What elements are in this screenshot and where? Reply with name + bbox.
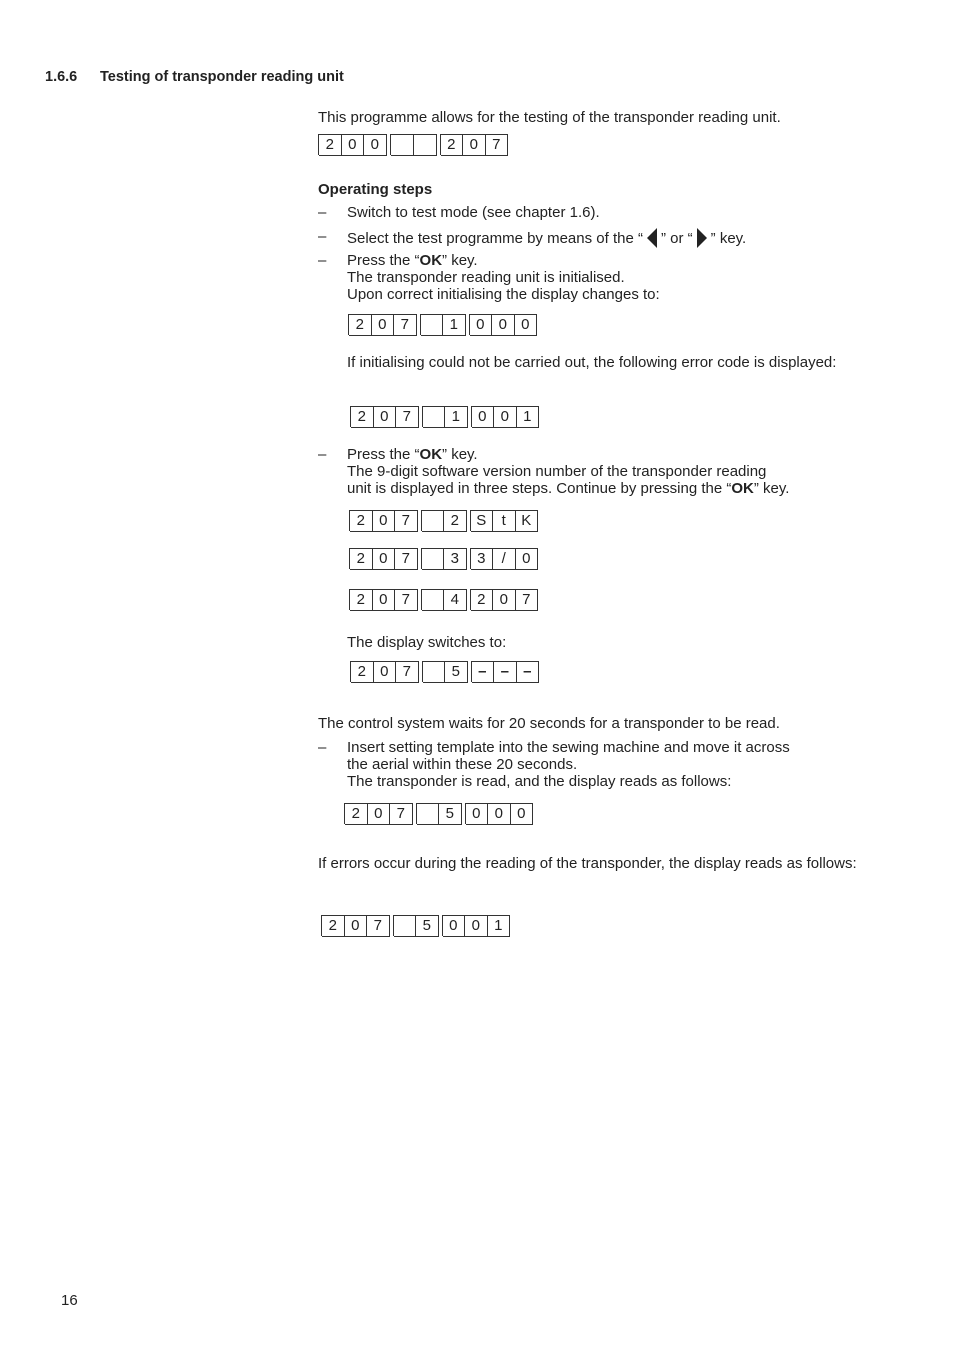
display-digit: 0 xyxy=(493,589,516,611)
step-press-ok xyxy=(347,252,478,269)
display-digit: 0 xyxy=(463,134,486,156)
display-digit xyxy=(421,314,444,336)
display-digit: 0 xyxy=(345,915,368,937)
step-text: ” key. xyxy=(710,230,747,247)
display-init-ok xyxy=(348,314,537,335)
display-digit: 2 xyxy=(441,134,464,156)
display-digit: 5 xyxy=(445,661,468,683)
display-digit: 3 xyxy=(471,548,494,570)
errors-text: If errors occur during the reading of the transponder, the display reads as follows: xyxy=(318,855,857,872)
display-digit: 0 xyxy=(470,314,493,336)
ok-key-label: OK xyxy=(731,480,754,497)
step-text: unit is displayed in three steps. Continue by pressing the “ xyxy=(347,480,732,497)
display-digit: 0 xyxy=(511,803,534,825)
display-digit: 1 xyxy=(488,915,511,937)
display-digit: 5 xyxy=(439,803,462,825)
display-digit xyxy=(422,510,445,532)
display-digit: 2 xyxy=(351,661,374,683)
display-digit: 2 xyxy=(444,510,467,532)
bullet-dash: – xyxy=(318,446,327,463)
display-digit: 2 xyxy=(350,589,373,611)
display-digit: – xyxy=(494,661,517,683)
display-digit xyxy=(422,548,445,570)
display-digit: 7 xyxy=(367,915,390,937)
display-group xyxy=(318,134,387,155)
display-digit: 7 xyxy=(395,589,418,611)
display-digit: 2 xyxy=(471,589,494,611)
display-digit: 0 xyxy=(472,406,495,428)
display-group xyxy=(390,134,437,155)
display-digit: 7 xyxy=(394,314,417,336)
display-digit: 0 xyxy=(364,134,387,156)
display-digit: 2 xyxy=(351,406,374,428)
step-text: The transponder reading unit is initialised. xyxy=(347,269,625,286)
display-init-error xyxy=(350,406,539,427)
step-text: Select the test programme by means of the “ xyxy=(347,230,643,247)
step-text: If initialising could not be carried out, the following error code is displayed: xyxy=(347,354,837,371)
display-digit: 7 xyxy=(396,406,419,428)
display-version-3 xyxy=(349,589,538,610)
display-digit: 0 xyxy=(342,134,365,156)
ok-key-label: OK xyxy=(419,252,443,269)
display-digit: 2 xyxy=(345,803,368,825)
display-digit: 7 xyxy=(395,548,418,570)
step-text: Press the “ xyxy=(347,252,420,269)
step-press-ok xyxy=(347,446,478,463)
bullet-dash: – xyxy=(318,204,327,221)
wait-text: The control system waits for 20 seconds for a transponder to be read. xyxy=(318,715,780,732)
arrow-left-icon xyxy=(647,228,657,248)
display-group xyxy=(440,134,509,155)
display-digit: 7 xyxy=(486,134,509,156)
display-programme xyxy=(318,134,508,155)
display-digit: 2 xyxy=(319,134,342,156)
intro-text: This programme allows for the testing of the transponder reading unit. xyxy=(318,109,781,126)
display-digit: 0 xyxy=(494,406,517,428)
section-title: Testing of transponder reading unit xyxy=(100,69,344,85)
page-number: 16 xyxy=(61,1292,78,1309)
display-digit: 0 xyxy=(373,510,396,532)
display-digit: t xyxy=(493,510,516,532)
display-digit: 1 xyxy=(443,314,466,336)
step-text: ” key. xyxy=(442,252,478,269)
display-digit xyxy=(422,589,445,611)
step-continue xyxy=(347,480,789,497)
section-heading xyxy=(45,69,445,87)
display-digit: 2 xyxy=(322,915,345,937)
display-digit: 0 xyxy=(374,661,397,683)
display-digit: 2 xyxy=(350,548,373,570)
display-digit: 7 xyxy=(396,661,419,683)
bullet-dash: – xyxy=(318,252,327,269)
display-version-2 xyxy=(349,548,538,569)
step-text: Switch to test mode (see chapter 1.6). xyxy=(347,204,600,221)
display-digit: – xyxy=(472,661,495,683)
display-digit: S xyxy=(471,510,494,532)
display-digit xyxy=(391,134,414,156)
display-digit: 7 xyxy=(390,803,413,825)
display-digit: 2 xyxy=(349,314,372,336)
display-digit: 0 xyxy=(368,803,391,825)
display-digit: 0 xyxy=(373,589,396,611)
step-select-programme xyxy=(347,228,746,248)
display-read-ok xyxy=(344,803,533,824)
step-text: Upon correct initialising the display changes to: xyxy=(347,286,660,303)
display-digit xyxy=(394,915,417,937)
display-digit xyxy=(423,406,446,428)
step-text: The 9-digit software version number of the transponder reading xyxy=(347,463,767,480)
display-read-error xyxy=(321,915,510,936)
display-digit xyxy=(423,661,446,683)
step-text: Insert setting template into the sewing machine and move it across xyxy=(347,739,790,756)
display-digit: K xyxy=(516,510,539,532)
step-text: ” key. xyxy=(442,446,478,463)
step-text: The transponder is read, and the display reads as follows: xyxy=(347,773,732,790)
step-text: The display switches to: xyxy=(347,634,507,651)
display-digit: 0 xyxy=(488,803,511,825)
display-digit: / xyxy=(493,548,516,570)
display-digit: 0 xyxy=(515,314,538,336)
step-text: ” key. xyxy=(753,480,790,497)
display-digit: 0 xyxy=(372,314,395,336)
bullet-dash: – xyxy=(318,228,327,245)
display-digit: 0 xyxy=(443,915,466,937)
display-digit: 0 xyxy=(516,548,539,570)
display-digit: 1 xyxy=(517,406,540,428)
display-digit: 2 xyxy=(350,510,373,532)
display-version-1 xyxy=(349,510,538,531)
display-digit: – xyxy=(517,661,540,683)
display-digit: 0 xyxy=(466,803,489,825)
display-digit: 0 xyxy=(465,915,488,937)
step-text: the aerial within these 20 seconds. xyxy=(347,756,578,773)
display-digit: 5 xyxy=(416,915,439,937)
display-digit: 0 xyxy=(374,406,397,428)
display-digit: 0 xyxy=(373,548,396,570)
ok-key-label: OK xyxy=(419,446,443,463)
display-digit: 0 xyxy=(492,314,515,336)
display-digit: 7 xyxy=(516,589,539,611)
display-digit: 1 xyxy=(445,406,468,428)
display-waiting xyxy=(350,661,539,682)
arrow-right-icon xyxy=(697,228,707,248)
display-digit: 4 xyxy=(444,589,467,611)
display-digit xyxy=(414,134,437,156)
display-digit xyxy=(417,803,440,825)
display-digit: 3 xyxy=(444,548,467,570)
step-text: Press the “ xyxy=(347,446,420,463)
section-number: 1.6.6 xyxy=(45,69,78,85)
step-text: ” or “ xyxy=(660,230,693,247)
display-digit: 7 xyxy=(395,510,418,532)
operating-steps-title: Operating steps xyxy=(318,181,433,198)
bullet-dash: – xyxy=(318,739,327,756)
